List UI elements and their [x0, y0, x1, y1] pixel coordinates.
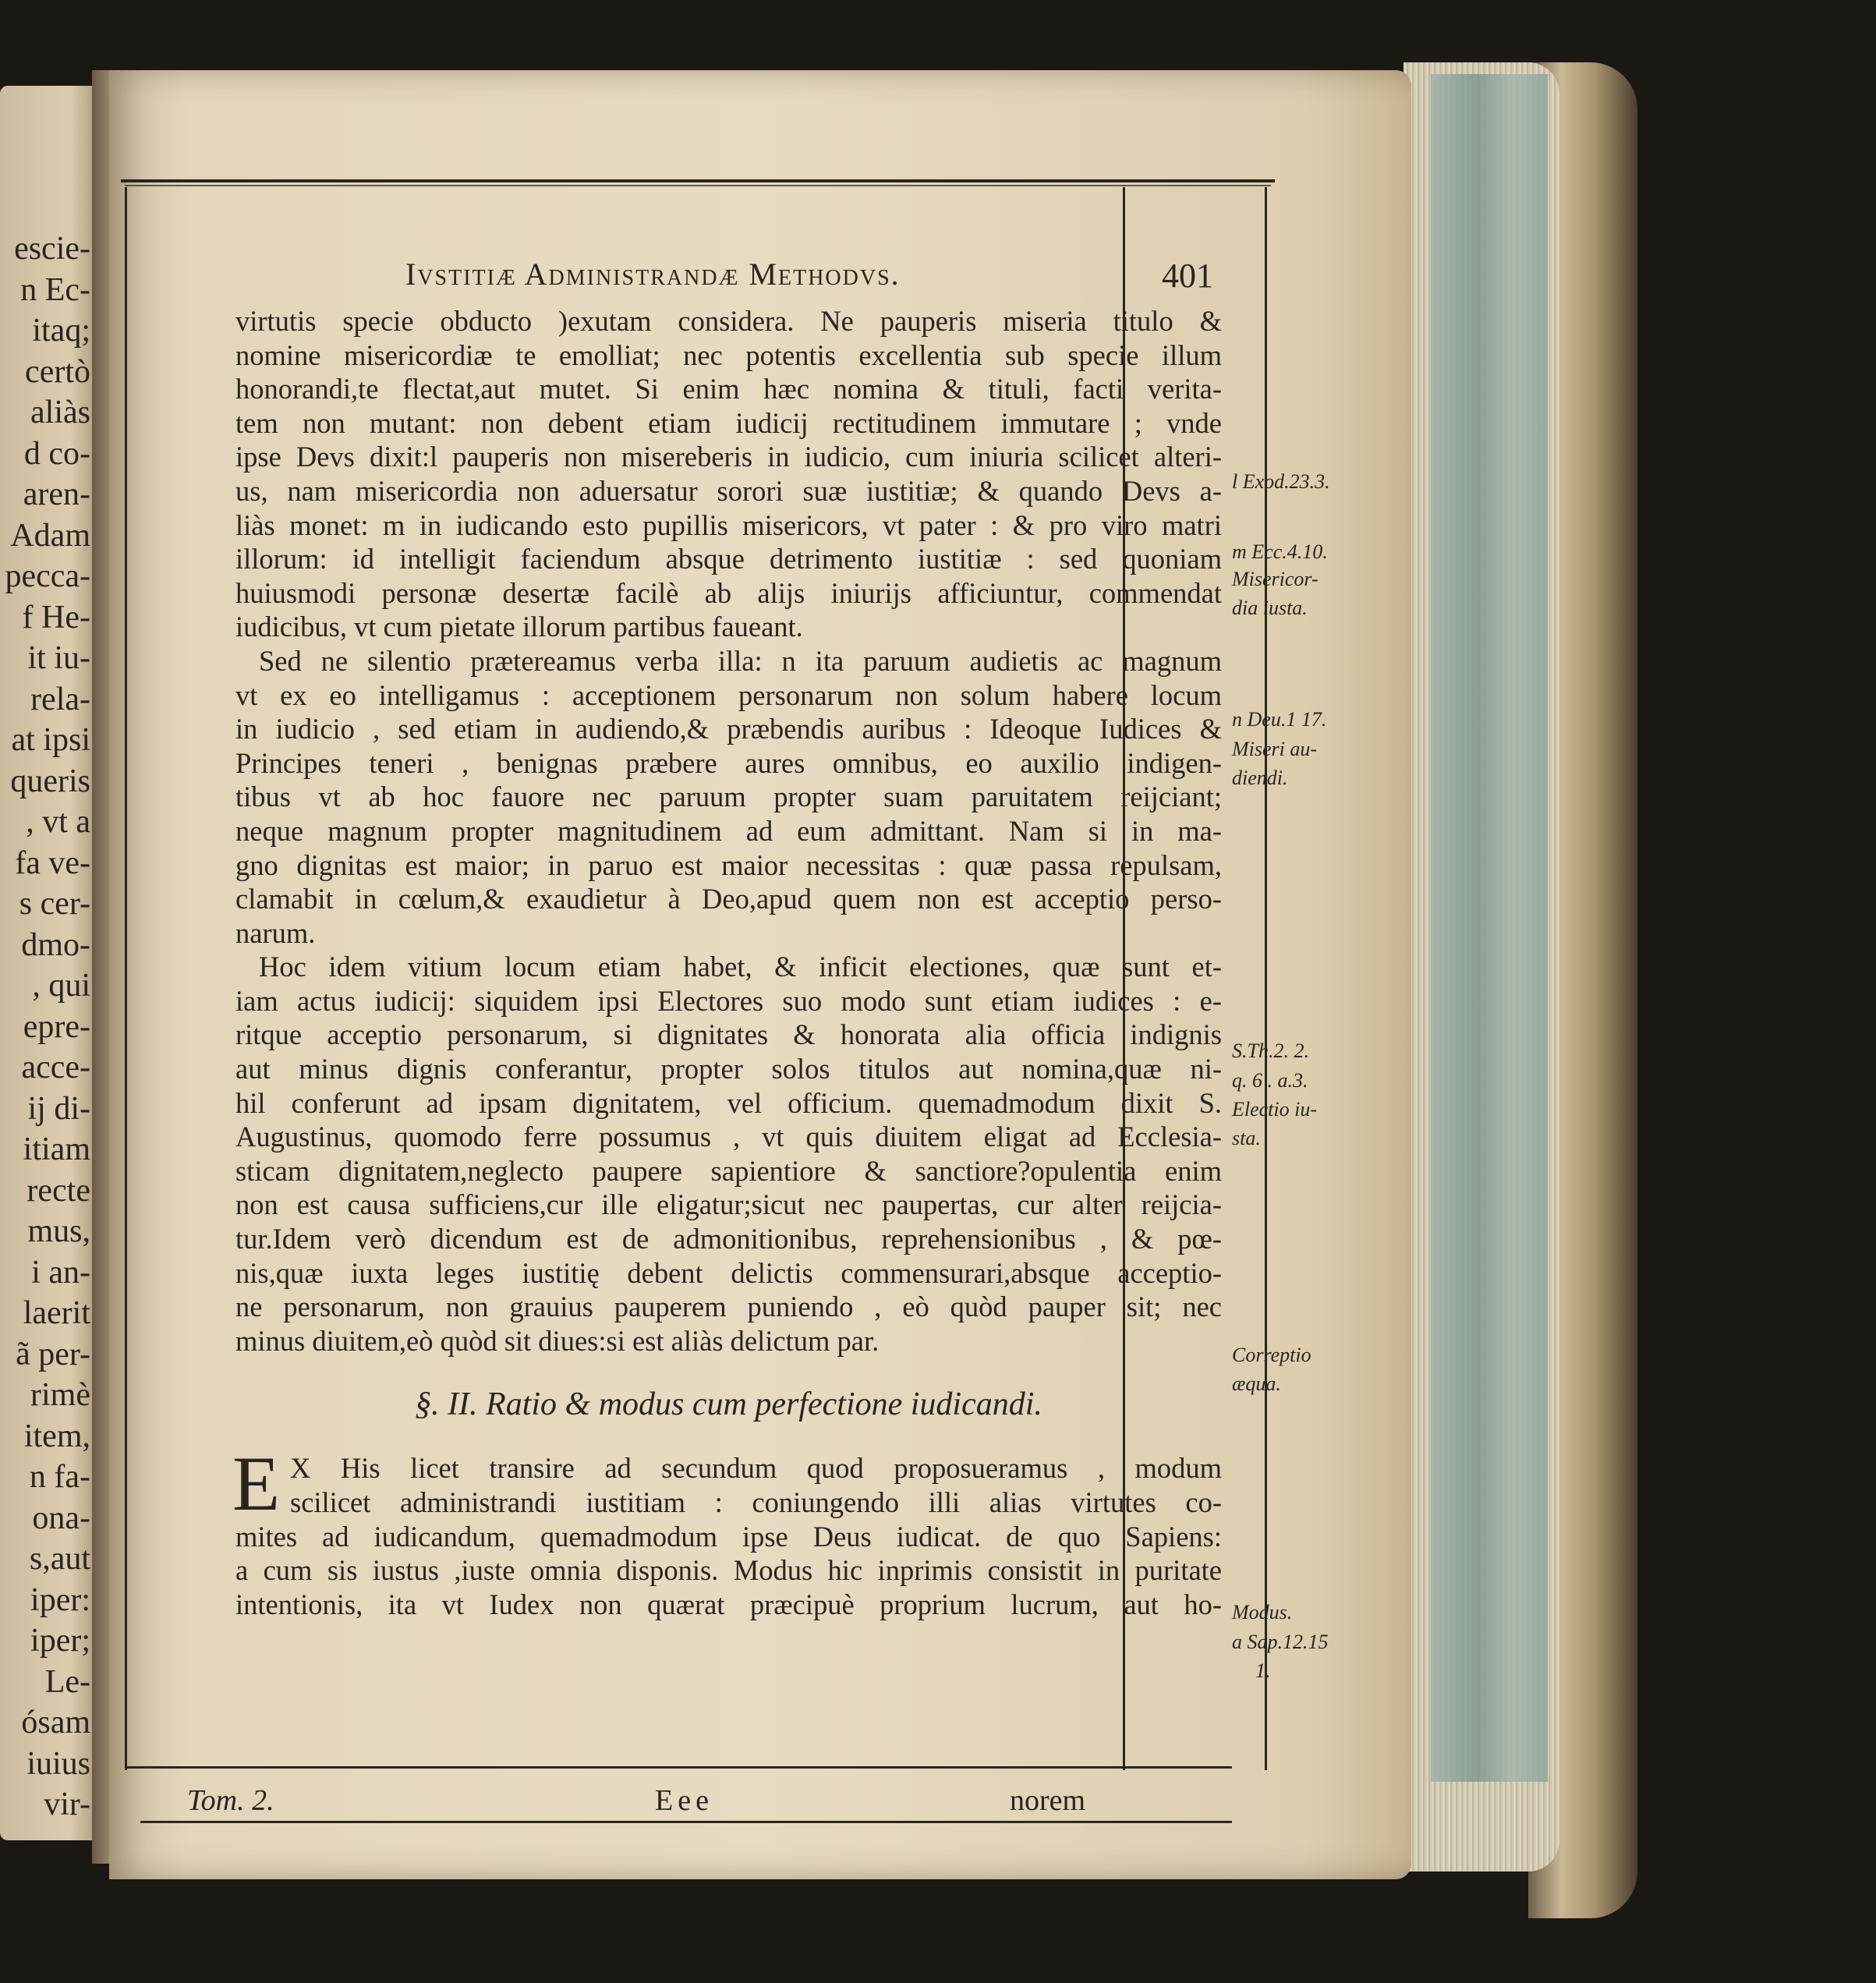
left-page-fragment: vir- [44, 1786, 90, 1822]
text-line: clamabit in cœlum,& exaudietur à Deo,apud quem non est acceptio perso- [235, 883, 1222, 915]
footer-signature: Eee [655, 1784, 713, 1817]
left-page-fragment: mus, [27, 1213, 90, 1249]
text-line: sticam dignitatem,neglecto paupere sapientiore & sanctiore?opulentia enim [235, 1154, 1222, 1187]
text-line: narum. [235, 916, 316, 949]
left-page-fragment: f He- [22, 599, 90, 636]
text-line: liàs monet: m in iudicando esto pupillis misericors, vt pater : & pro viro matri [235, 508, 1222, 541]
text-line: virtutis specie obducto )exutam considera. Ne pauperis miseria titulo & [235, 305, 1222, 337]
left-page-fragment: pecca- [5, 558, 90, 594]
top-rule [121, 179, 1275, 182]
margin-note: sta. [1232, 1127, 1261, 1149]
text-line: Sed ne silentio prætereamus verba illa: n ita paruum audietis ac magnum [259, 644, 1222, 677]
left-page-fragment: at ipsi [11, 722, 90, 758]
text-line: ritque acceptio personarum, si dignitates & honorata alia officia indignis [235, 1018, 1222, 1051]
section-heading: §. II. Ratio & modus cum perfectione iudicandi. [415, 1386, 1042, 1423]
drop-cap: E [232, 1440, 281, 1528]
left-page-fragment: certò [25, 353, 90, 390]
left-page-fragment: d co- [23, 435, 90, 472]
text-line: minus diuitem,eò quòd sit diues:si est aliàs delictum par. [235, 1324, 880, 1357]
left-page-fragment: recte [27, 1172, 90, 1209]
left-page-fragment: item, [23, 1418, 90, 1454]
section-text [232, 1440, 1222, 1621]
right-page [109, 70, 1411, 1879]
text-line: tur.Idem verò dicendum est de admonitionibus, reprehensionibus , & pœ- [235, 1223, 1222, 1255]
left-page-fragment: dmo- [21, 926, 90, 963]
text-line: Hoc idem vitium locum etiam habet, & inficit electiones, quæ sunt et- [259, 951, 1222, 983]
margin-note: æqua. [1232, 1372, 1281, 1395]
left-page-fragment: s,aut [29, 1541, 90, 1577]
text-line: nomine misericordiæ te emolliat; nec potentis excellentia sub specie illum [235, 338, 1222, 371]
right-frame-rule [1265, 187, 1267, 1770]
text-line: ipse Devs dixit:l pauperis non misereberis in iudicio, cum iniuria scilicet alteri- [235, 441, 1222, 473]
margin-note: dia iusta. [1232, 597, 1308, 619]
left-page [0, 86, 100, 1840]
left-page-fragment: Le- [44, 1663, 90, 1700]
text-line: iam actus iudicij: siquidem ipsi Electores suo modo sunt etiam iudices : e- [235, 984, 1222, 1017]
left-frame-rule [125, 187, 127, 1770]
body-text [232, 304, 1222, 1621]
left-page-fragment: aren- [23, 476, 90, 512]
left-page-fragment: Adam [10, 517, 90, 554]
left-page-fragment: s cer- [19, 886, 90, 922]
text-line: huiusmodi personæ desertæ facilè ab alijs iniurijs afficiuntur, commendat [235, 576, 1222, 609]
margin-note: Correptio [1232, 1344, 1311, 1366]
text-line: X His licet transire ad secundum quod proposueramus , modum [290, 1452, 1222, 1485]
margin-note: diendi. [1232, 767, 1288, 789]
left-page-fragment: itiam [23, 1131, 90, 1167]
page-number: 401 [1162, 257, 1213, 295]
left-page-fragment: laerit [23, 1295, 90, 1331]
text-line: nis,quæ iuxta leges iustitię debent delictis commensurari,absque acceptio- [235, 1256, 1222, 1289]
footer-volume: Tom. 2. [187, 1784, 274, 1817]
text-line: us, nam misericordia non aduersatur sorori suæ iustitiæ; & quando Devs a- [235, 474, 1222, 507]
text-line: a cum sis iustus ,iuste omnia disponis. Modus hic inprimis consistit in puritate [235, 1554, 1222, 1587]
left-page-fragment: fa ve- [15, 845, 90, 881]
left-page-fragment: rimè [30, 1377, 90, 1413]
margin-note: a Sap.12.15 [1232, 1631, 1329, 1653]
text-line: honorandi,te flectat,aut mutet. Si enim hæc nomina & tituli, facti verita- [235, 373, 1222, 405]
footer-rule [140, 1821, 1232, 1823]
margin-note: l Exod.23.3. [1232, 470, 1330, 493]
left-page-fragment: queris [10, 763, 90, 799]
text-line: tibus vt ab hoc fauore nec paruum propter suam paruitatem reijciant; [235, 781, 1222, 813]
margin-note: m Ecc.4.10. [1232, 540, 1328, 563]
text-line: intentionis, ita vt Iudex non quærat præcipuè proprium lucrum, aut ho- [235, 1588, 1222, 1620]
text-line: iudicibus, vt cum pietate illorum partibus faueant. [235, 611, 803, 643]
left-page-fragment: , qui [32, 968, 90, 1004]
fore-edge [1431, 74, 1548, 1782]
left-page-fragment: ona- [32, 1500, 90, 1536]
left-page-fragment: epre- [23, 1008, 90, 1045]
left-page-fragment: iper; [30, 1623, 90, 1659]
left-page-fragment: i an- [31, 1254, 90, 1291]
left-page-fragment: escie- [14, 231, 90, 267]
left-page-fragment: acce- [21, 1050, 90, 1085]
left-page-fragment: rela- [30, 681, 90, 717]
left-page-fragment: itaq; [32, 313, 90, 349]
left-page-fragment: iper: [30, 1581, 90, 1618]
text-line: tem non mutant: non debent etiam iudicij rectitudinem immutare ; vnde [235, 406, 1222, 439]
margin-note: Misericor- [1232, 568, 1319, 590]
text-line: vt ex eo intelligamus : acceptionem personarum non solum habere locum [235, 678, 1222, 711]
margin-note: q. 6 . a.3. [1232, 1069, 1308, 1092]
margin-note: n Deu.1 17. [1232, 708, 1327, 731]
margin-note: Electio iu- [1232, 1098, 1318, 1121]
left-page-fragment: ij di- [27, 1090, 90, 1127]
left-page-fragment: iuius [27, 1745, 90, 1782]
text-line: illorum: id intelligit faciendum absque detrimento iustitiæ : sed quoniam [235, 543, 1222, 575]
text-line: mites ad iudicandum, quemadmodum ipse Deus iudicat. de quo Sapiens: [235, 1520, 1222, 1553]
text-line: gno dignitas est maior; in paruo est maior necessitas : quæ passa repulsam, [235, 848, 1222, 881]
text-line: aut minus dignis conferantur, propter solos titulos aut nomina,quæ ni- [235, 1053, 1222, 1085]
left-page-fragment: aliàs [30, 395, 90, 430]
text-line: ne personarum, non grauius pauperem puniendo , eò quòd pauper sit; nec [235, 1291, 1222, 1323]
left-page-fragment: ã per- [16, 1336, 90, 1372]
left-page-fragment: ósam [21, 1705, 90, 1740]
text-line: in iudicio , sed etiam in audiendo,& præbendis auribus : Ideoque Iudices & [235, 713, 1222, 745]
margin-note: Miseri au- [1232, 738, 1318, 760]
left-page-fragment: n fa- [29, 1459, 90, 1495]
text-line: scilicet administrandi iustitiam : coniungendo illi alias virtutes co- [290, 1486, 1222, 1518]
left-page-fragment: n Ec- [20, 271, 90, 308]
left-page-fragment: , vt a [26, 804, 90, 840]
margin-note: 1. [1255, 1659, 1271, 1682]
left-page-fragment: it iu- [27, 640, 90, 676]
footer-catchword: norem [1010, 1784, 1086, 1817]
text-line: neque magnum propter magnitudinem ad eum admittant. Nam si in ma- [235, 814, 1222, 847]
text-line: Principes teneri , benignas præbere aures omnibus, eo auxilio indigen- [235, 746, 1222, 779]
text-line: hil conferunt ad ipsam dignitatem, vel officium. quemadmodum dixit S. [235, 1086, 1222, 1119]
top-rule-inner [125, 185, 1271, 186]
text-line: non est causa sufficiens,cur ille eligatur;sicut nec paupertas, cur alter reijcia- [235, 1188, 1222, 1221]
text-line: Augustinus, quomodo ferre possumus , vt quis diuitem eligat ad Ecclesia- [235, 1121, 1222, 1153]
bottom-rule [125, 1766, 1232, 1769]
running-title: Ivstitiæ Administrandæ Methodvs. [405, 257, 901, 292]
margin-note: Modus. [1232, 1601, 1293, 1624]
margin-note: S.Th.2. 2. [1232, 1039, 1309, 1062]
